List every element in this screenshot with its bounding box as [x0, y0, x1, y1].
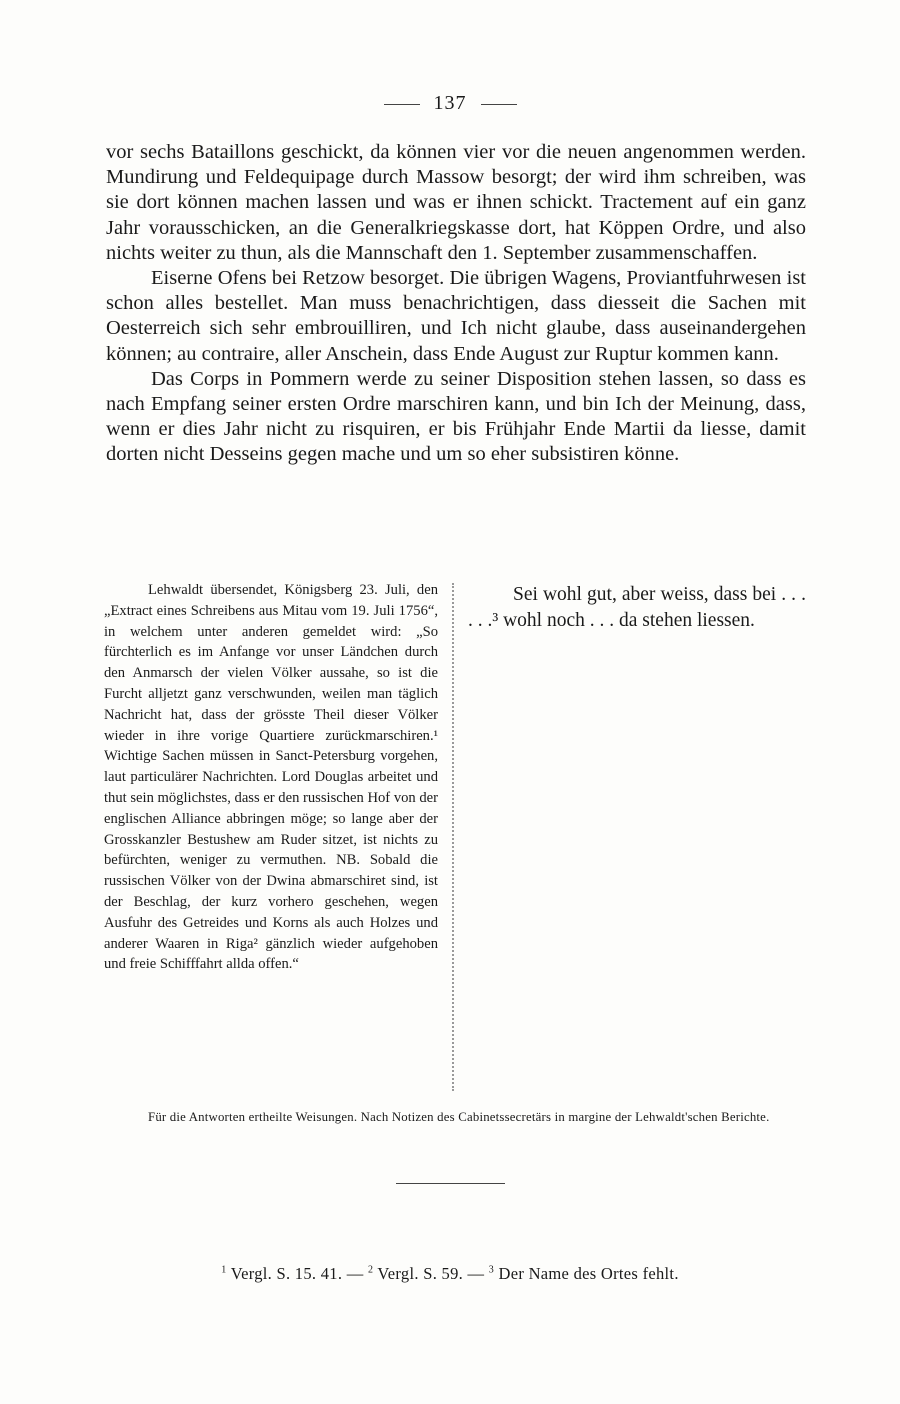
response-column: Sei wohl gut, aber weiss, dass bei . . . . . .³ wohl noch . . . da stehen liessen.	[468, 584, 806, 631]
main-text-block	[106, 140, 806, 468]
footnote-text-3: Der Name des Ortes fehlt.	[498, 1264, 679, 1283]
caption-note: Für die Antworten ertheilte Weisungen. Nach Notizen des Cabinetssecretärs in margine der Lehwaldt'schen Berichte.	[148, 1110, 770, 1124]
footnote-separator-2: —	[467, 1264, 485, 1283]
column-separator	[452, 583, 454, 1091]
page-number-right-dash	[481, 104, 517, 105]
footnote-mark-3: 3	[488, 1264, 495, 1276]
footnote-separator-1: —	[346, 1264, 364, 1283]
main-paragraph-3: Das Corps in Pommern werde zu seiner Disposition stehen lassen, so dass es nach Empfang seiner ersten Ordre marschiren kann, und bin Ich der Meinung, dass, wenn er dies Jahr nicht zu risquiren, er bis Frühjahr Ende Martii da liesse, damit dorten nicht Desseins gegen mache und um so eher subsistiren könne.	[106, 367, 806, 466]
report-column: Lehwaldt übersendet, Königsberg 23. Juli, den „Extract eines Schreibens aus Mitau vom 19. Juli 1756“, in welchem unter anderen gemeldet wird: „So fürchterlich es im Anfange vor unser Ländchen durch den Anmarsch der vielen Völker aussahe, so ist die Furcht alljetzt ganz verschwunden, weilen man täglich Nachricht hat, dass der grösste Theil dieser Völker wieder in ihre vorige Quartiere zurückmarschiren.¹ Wichtige Sachen müssen in Sanct-Petersburg vorgehen, laut particulärer Nachrichten. Lord Douglas arbeitet und thut sein möglichstes, dass er den russischen Hof von der englischen Alliance abbringen möge; so lange aber der Grosskanzler Bestushew am Ruder sitzet, ist nichts zu befürchten, weniger zu vermuthen. NB. Sobald die russischen Völker von der Dwina abmarschiret sind, ist der Beschlag, der kurz vorhero geschehen, wegen Ausfuhr des Getreides und Korns als auch Holzes und anderer Waaren in Riga² gänzlich wieder aufgehoben und freie Schifffahrt allda offen.“	[104, 582, 438, 973]
page-number-left-dash	[384, 104, 420, 105]
footnote-mark-1: 1	[221, 1264, 227, 1276]
footnotes	[0, 1264, 900, 1284]
page-number	[0, 92, 900, 115]
footnote-text-2: Vergl. S. 59.	[377, 1264, 464, 1283]
footnote-text-1: Vergl. S. 15. 41.	[230, 1264, 343, 1283]
page-number-value: 137	[433, 92, 467, 114]
main-paragraph-1: vor sechs Bataillons geschickt, da können vier vor die neuen angenommen werden. Mundirung und Feldequipage durch Massow besorgt; der wird ihm schreiben, was sie dort können machen lassen und was er ihnen schickt. Tractement auf ein ganz Jahr vorausschicken, an die Generalkriegskasse dort, hat Köppen Ordre, und also nichts weiter zu thun, als die Mannschaft den 1. September zusammenschaffen.	[106, 141, 806, 264]
main-paragraph-2: Eiserne Ofens bei Retzow besorget. Die übrigen Wagens, Proviantfuhrwesen ist schon alles bestellet. Man muss benachrichtigen, dass diesseit die Sachen mit Oesterreich sich sehr embrouilliren, und Ich nicht glaube, dass auseinandergehen können; au contraire, aller Anschein, dass Ende August zur Ruptur kommen kann.	[106, 267, 806, 365]
section-end-rule	[396, 1183, 505, 1184]
footnote-mark-2: 2	[367, 1264, 374, 1276]
